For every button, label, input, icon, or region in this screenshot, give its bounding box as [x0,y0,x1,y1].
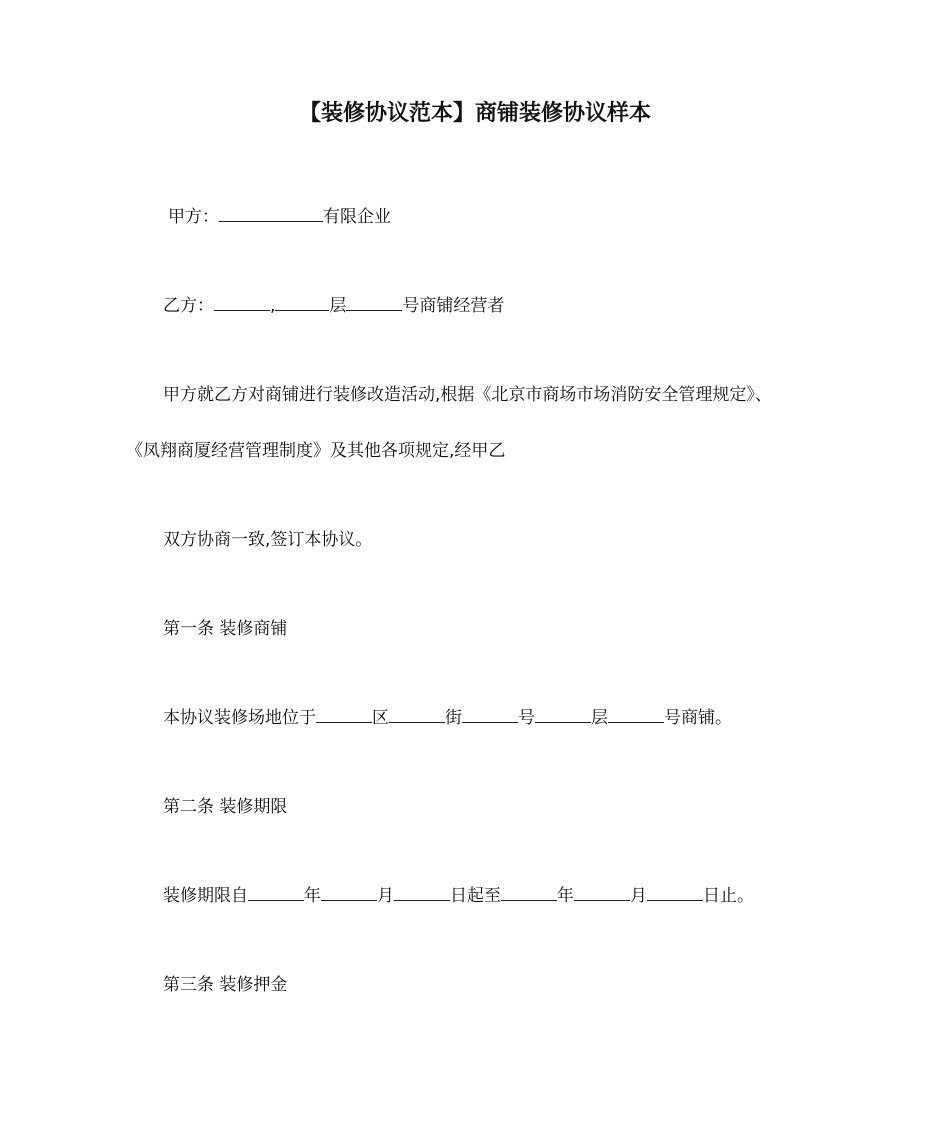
intro-line-2: 《凤翔商厦经营管理制度》及其他各项规定,经甲乙 [126,441,506,461]
article-1-number: 号 [518,708,535,728]
article-2-body [163,883,754,909]
fill-blank [346,293,402,311]
article-1-prefix: 本协议装修场地位于 [163,708,316,728]
fill-blank [394,883,450,901]
article-1-floor: 层 [591,708,608,728]
fill-blank [248,883,304,901]
article-1-heading: 第一条 装修商铺 [163,619,288,639]
intro-line-3: 双方协商一致,签订本协议。 [163,530,373,550]
party-b-shop: 号商铺经营者 [402,296,505,316]
intro-line-1: 甲方就乙方对商铺进行装修改造活动,根据《北京市商场市场消防安全管理规定》、 [163,385,772,405]
party-a-line [168,204,391,230]
fill-blank [389,705,445,723]
party-b-line [163,293,504,319]
party-a-suffix: 有限企业 [323,207,391,227]
fill-blank [219,204,323,222]
article-1-district: 区 [372,708,389,728]
party-b-floor: 层 [329,296,347,316]
fill-blank [647,883,703,901]
fill-blank [608,705,664,723]
article-2-year-2: 年 [557,886,574,906]
article-2-day-1: 日起至 [450,886,501,906]
article-2-heading: 第二条 装修期限 [163,797,288,817]
document-title: 【装修协议范本】商铺装修协议样本 [298,101,651,126]
party-a-label: 甲方： [168,207,219,227]
fill-blank [501,883,557,901]
article-1-street: 街 [445,708,462,728]
fill-blank [462,705,518,723]
fill-blank [321,883,377,901]
fill-blank [535,705,591,723]
fill-blank [316,705,372,723]
article-3-heading: 第三条 装修押金 [163,975,288,995]
fill-blank [275,293,329,311]
party-b-separator: , [270,296,276,316]
article-2-month-1: 月 [377,886,394,906]
article-1-body [163,705,732,731]
article-2-prefix: 装修期限自 [163,886,248,906]
article-2-day-2: 日止。 [703,886,754,906]
party-b-label: 乙方： [163,296,214,316]
fill-blank [574,883,630,901]
fill-blank [214,293,270,311]
article-2-month-2: 月 [630,886,647,906]
article-1-shop: 号商铺。 [664,708,732,728]
article-2-year-1: 年 [304,886,321,906]
